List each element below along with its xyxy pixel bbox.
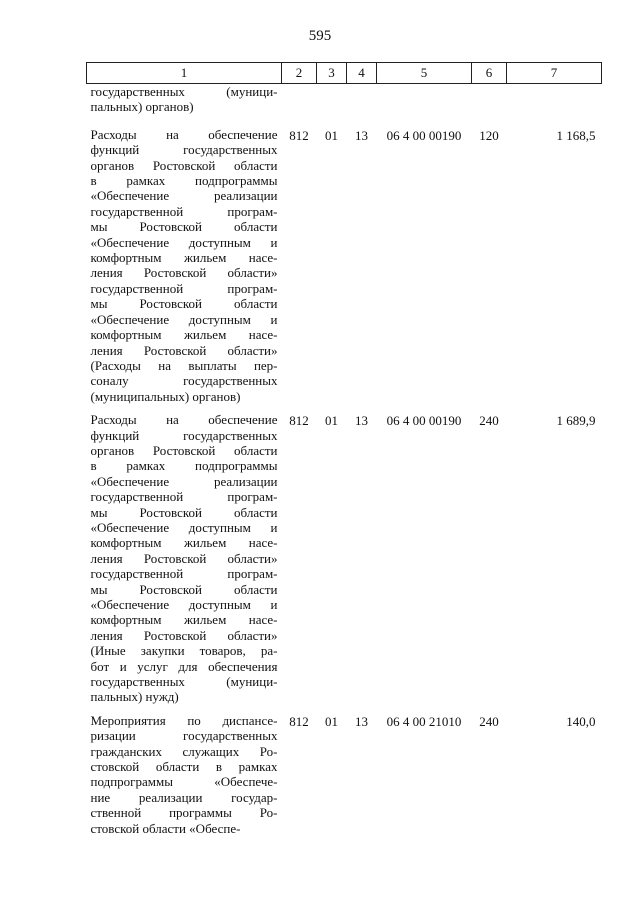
header-col-4: 4: [347, 63, 377, 84]
header-col-6: 6: [472, 63, 507, 84]
description-line: Мероприятия по диспансе-: [90, 712, 278, 728]
description-line: мы Ростовской области: [90, 296, 278, 312]
description-line: государственной програм-: [90, 566, 278, 582]
description-line: государственных (муници-: [90, 674, 278, 690]
header-col-7: 7: [507, 63, 602, 84]
description-line: государственной програм-: [90, 280, 278, 296]
description-line: государственных (муници-: [90, 84, 278, 99]
expense-type-code: 240: [479, 413, 499, 429]
description-line: комфортным жильем насе-: [90, 612, 278, 628]
ministry-code: 812: [289, 127, 309, 143]
subsection-code: 13: [355, 713, 368, 729]
amount-value: 1 168,5: [556, 127, 596, 143]
description-line: «Обеспечение реализации: [90, 188, 278, 204]
description-line: стовской области в рамках: [90, 759, 278, 775]
description-line: ственной программы Ро-: [90, 805, 278, 821]
description-line: функций государственных: [90, 142, 278, 158]
description-line: ления Ростовской области»: [90, 265, 278, 281]
expense-type-code: 120: [479, 127, 499, 143]
description-line: ризации государственных: [90, 728, 278, 744]
continuation-description: [87, 84, 282, 127]
description-line: функций государственных: [90, 427, 278, 443]
description-line: Расходы на обеспечение: [90, 412, 278, 428]
row-description: [87, 412, 282, 713]
description-line: мы Ростовской области: [90, 581, 278, 597]
table-row: [87, 127, 602, 412]
description-line: «Обеспечение реализации: [90, 473, 278, 489]
page-number: 595: [308, 28, 332, 44]
subsection-code: 13: [355, 413, 368, 429]
description-line: (Расходы на выплаты пер-: [90, 357, 278, 373]
description-line: комфортным жильем насе-: [90, 250, 278, 266]
budget-table: [86, 62, 602, 844]
description-line: ления Ростовской области»: [90, 627, 278, 643]
description-line: Расходы на обеспечение: [90, 126, 278, 142]
description-line: подпрограммы «Обеспече-: [90, 774, 278, 790]
header-col-2: 2: [282, 63, 317, 84]
description-line: в рамках подпрограммы: [90, 458, 278, 474]
amount-value: 140,0: [566, 713, 596, 729]
target-article-code: 06 4 00 21010: [386, 713, 462, 729]
row-description: [87, 127, 282, 412]
description-line: мы Ростовской области: [90, 504, 278, 520]
description-line: государственной програм-: [90, 489, 278, 505]
description-line: «Обеспечение доступным и: [90, 519, 278, 535]
description-line: «Обеспечение доступным и: [90, 597, 278, 612]
ministry-code: 812: [289, 413, 309, 429]
target-article-code: 06 4 00 00190: [386, 413, 462, 429]
description-line: ления Ростовской области»: [90, 550, 278, 566]
description-line: соналу государственных: [90, 373, 278, 389]
row-description: [87, 713, 282, 844]
description-line: бот и услуг для обеспечения: [90, 658, 278, 674]
header-col-5: 5: [377, 63, 472, 84]
description-line: ние реализации государ-: [90, 789, 278, 805]
section-code: 01: [325, 127, 338, 143]
description-line: (Иные закупки товаров, ра-: [90, 643, 278, 659]
header-row: [87, 63, 602, 84]
amount-value: 1 689,9: [556, 413, 596, 429]
header-col-3: 3: [317, 63, 347, 84]
description-line: стовской области «Обеспе-: [90, 820, 241, 836]
section-code: 01: [325, 713, 338, 729]
table-row: [87, 713, 602, 844]
description-line: органов Ростовской области: [90, 157, 278, 173]
description-line: мы Ростовской области: [90, 219, 278, 235]
description-line: пальных) нужд): [90, 689, 179, 705]
description-line: комфортным жильем насе-: [90, 327, 278, 343]
description-line: в рамках подпрограммы: [90, 173, 278, 189]
description-line: комфортным жильем насе-: [90, 535, 278, 551]
description-line: ления Ростовской области»: [90, 342, 278, 358]
description-line: (муниципальных) органов): [90, 388, 241, 404]
ministry-code: 812: [289, 713, 309, 729]
section-code: 01: [325, 413, 338, 429]
table-row: [87, 412, 602, 713]
description-line: «Обеспечение доступным и: [90, 311, 278, 327]
header-col-1: 1: [87, 63, 282, 84]
expense-type-code: 240: [479, 713, 499, 729]
description-line: органов Ростовской области: [90, 442, 278, 458]
continuation-row: [87, 84, 602, 127]
description-line: государственной програм-: [90, 203, 278, 219]
description-line: гражданских служащих Ро-: [90, 743, 278, 759]
description-line: пальных) органов): [90, 99, 194, 115]
target-article-code: 06 4 00 00190: [386, 127, 462, 143]
description-line: «Обеспечение доступным и: [90, 234, 278, 250]
subsection-code: 13: [355, 127, 368, 143]
